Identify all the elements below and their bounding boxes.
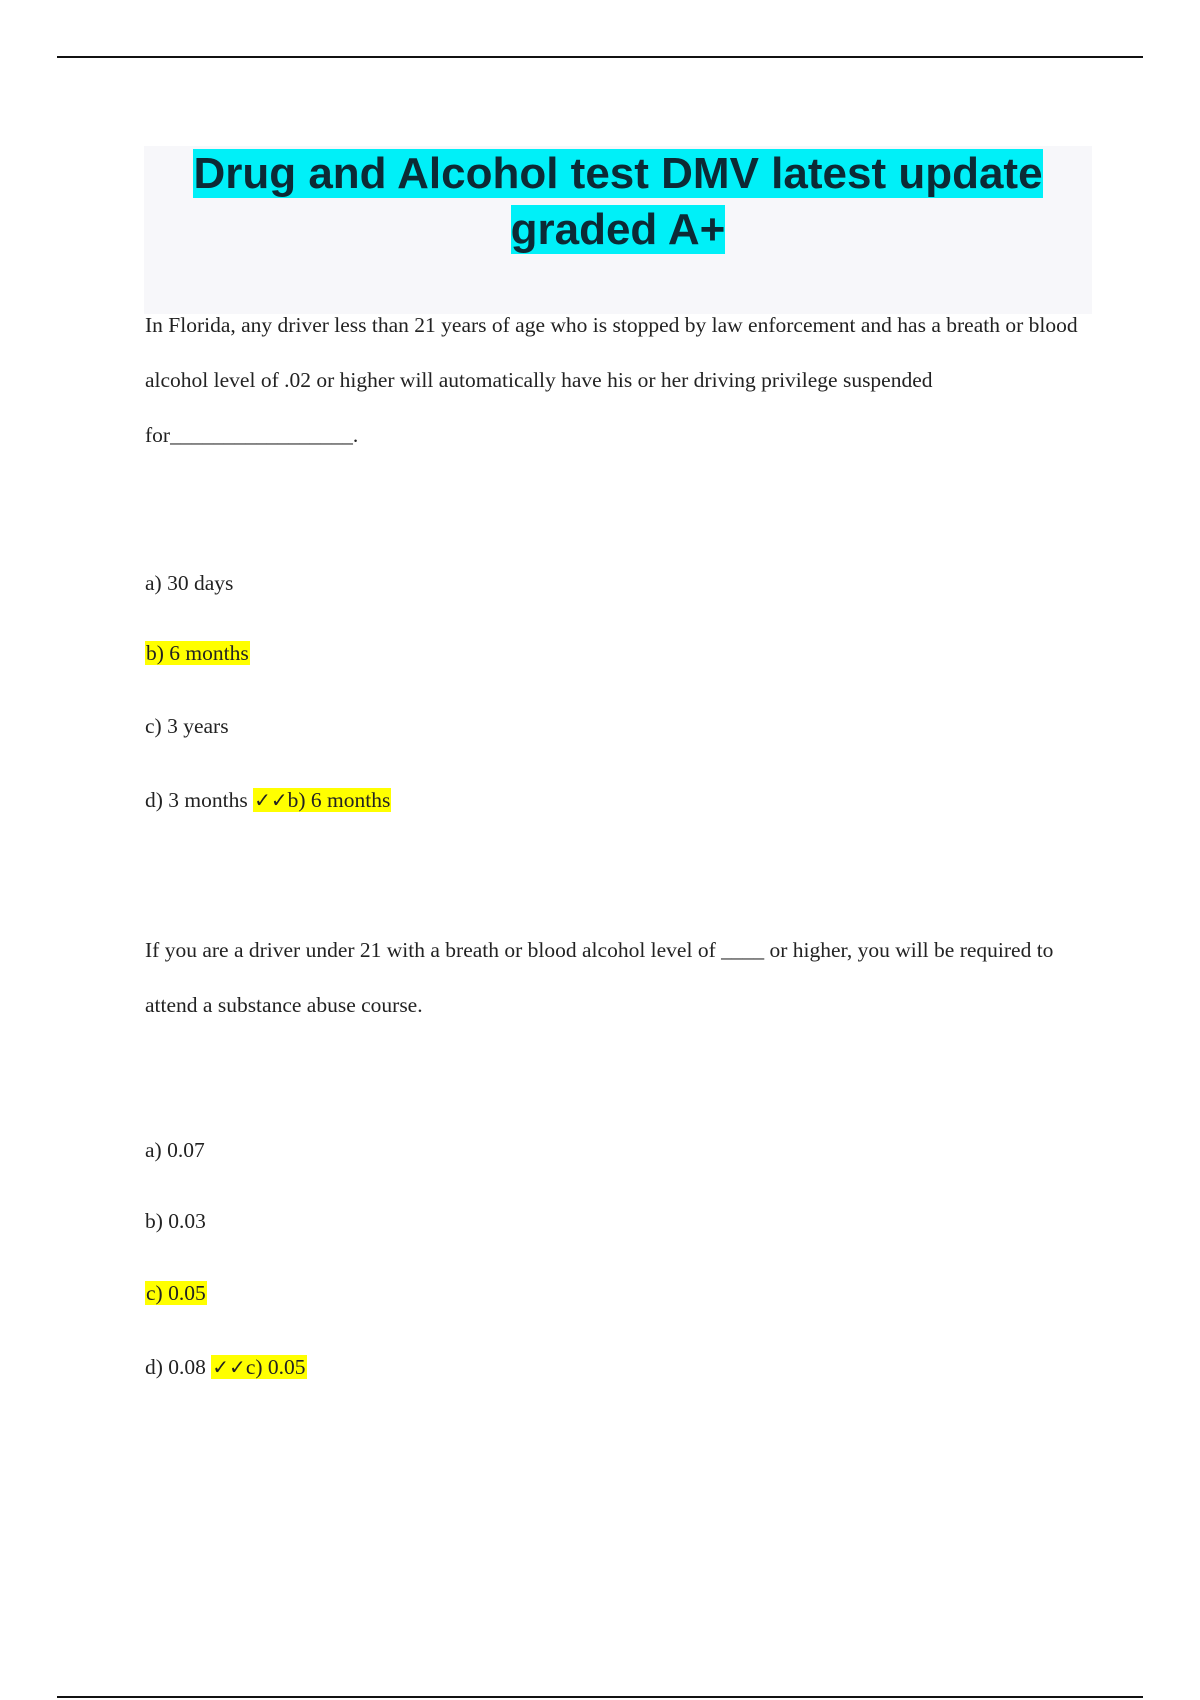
question-2-option-d [145,1352,307,1382]
question-1-option-b [145,638,250,668]
answer-key [211,1355,306,1379]
question-2-option-b [145,1206,206,1236]
question-1-option-c [145,711,229,741]
question-1-text: In Florida, any driver less than 21 years of age who is stopped by law enforcement and has a breath or blood alcohol level of .02 or higher will automatically have his or her driving privilege suspended for_________________. [145,313,1078,447]
option-label-highlighted: c) 0.05 [146,1281,206,1305]
answer-text: b) 6 months [287,788,391,812]
title-block [144,146,1092,314]
option-label-highlighted: b) 6 months [146,641,249,665]
answer-key [253,788,391,812]
document-title [144,146,1092,258]
option-label: c) 3 years [145,714,229,738]
title-text: Drug and Alcohol test DMV latest update graded A+ [193,149,1043,254]
question-2-text: If you are a driver under 21 with a breath or blood alcohol level of ____ or higher, you will be required to attend a substance abuse course. [145,938,1054,1017]
option-label: a) 30 days [145,571,234,595]
double-check-icon: ✓✓ [254,788,288,812]
question-1-option-a [145,568,233,598]
option-label: a) 0.07 [145,1138,205,1162]
option-label: d) 0.08 [145,1355,206,1379]
option-label: d) 3 months [145,788,248,812]
bottom-rule [57,1696,1143,1698]
question-1-option-d [145,785,391,815]
top-rule [57,56,1143,58]
question-2-option-a [145,1135,205,1165]
option-label: b) 0.03 [145,1209,206,1233]
double-check-icon: ✓✓ [212,1355,246,1379]
answer-text: c) 0.05 [245,1355,306,1379]
question-2-option-c [145,1278,207,1308]
